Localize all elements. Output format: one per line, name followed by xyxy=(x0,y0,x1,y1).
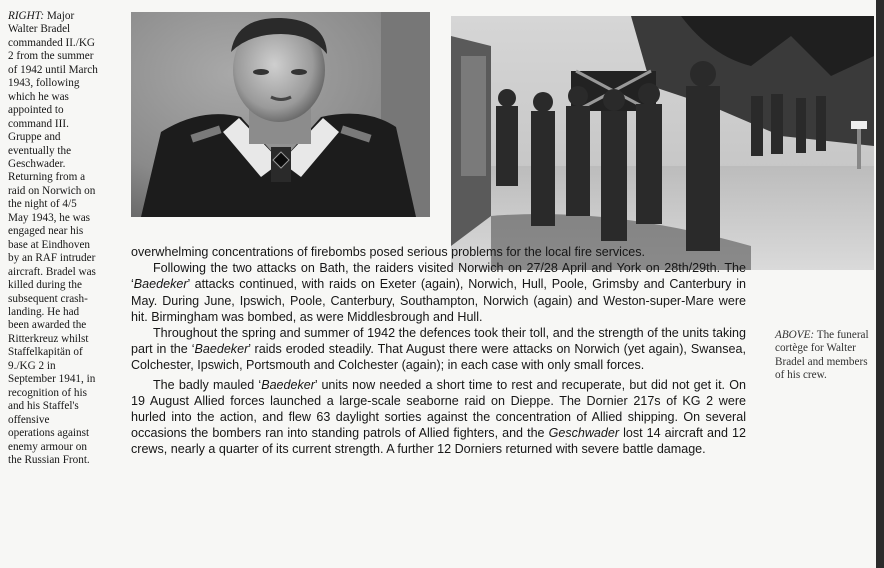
body-paragraph-1: Following the two attacks on Bath, the raiders visited Norwich on 27/28 April and York on 28th/29th. The ‘Baedeker’ attacks continued, with raids on Exeter (again), Norwich, Hull, Poole, Grimsby and Canterbury in May. During June, Ipswich, Poole, Canterbury, Southampton, Norwich (again) and Weston-super-Mare were hit. Birmingham was bombed, as were Middlesbrough and Hull. xyxy=(131,261,746,324)
funeral-cortege-photo xyxy=(451,16,874,270)
body-paragraph-0: overwhelming concentrations of firebombs posed serious problems for the local fire services. xyxy=(131,245,645,259)
body-paragraph-3: The badly mauled ‘Baedeker’ units now needed a short time to rest and recuperate, but did not get it. On 19 August Allied forces launched a large-scale seaborne raid on Dieppe. The Dornier 217s of KG 2 were hurled into the action, and flew 63 daylight sorties against the concentration of Allied shipping. On several occasions the bombers ran into standing patrols of Allied fighters, and the Geschwader lost 14 aircraft and 12 crews, nearly a quarter of its current strength. A further 12 Dorniers returned with severe battle damage. xyxy=(131,377,746,457)
caption-text-funeral: The funeral cortège for Walter Bradel and members of his crew. xyxy=(775,329,869,381)
body-paragraph-2: Throughout the spring and summer of 1942 the defences took their toll, and the strength of the units taking part in the ‘Baedeker’ raids eroded steadily. That August there were attacks on Norwich (yet again), Swansea, Colchester, Ipswich, Portsmouth and Colchester (again); in each case with only small forces. xyxy=(131,326,746,373)
caption-lead-above: ABOVE: xyxy=(775,329,815,341)
caption-text-bradel: Major Walter Bradel commanded II./KG 2 from the summer of 1942 until March 1943, following which he was appointed to command III. Gruppe and eventually the Geschwader. Returning from a raid on Norwich on the night of 4/5 May 1943, he was engaged near his base at Eindhoven by an RAF intruder aircraft. Bradel was killed during the subsequent crash-landing. He had been awarded the Ritterkreuz whilst Staffelkapitän of 9./KG 2 in September 1941, in recognition of his and his Staffel's offensive operations against enemy armour on the Russian Front. xyxy=(8,10,98,466)
right-photo-caption xyxy=(775,329,875,382)
portrait-photo xyxy=(131,12,430,217)
article-body xyxy=(131,244,746,458)
page-edge xyxy=(876,0,884,568)
caption-lead-right: RIGHT: xyxy=(8,10,45,22)
left-photo-caption xyxy=(8,10,98,467)
